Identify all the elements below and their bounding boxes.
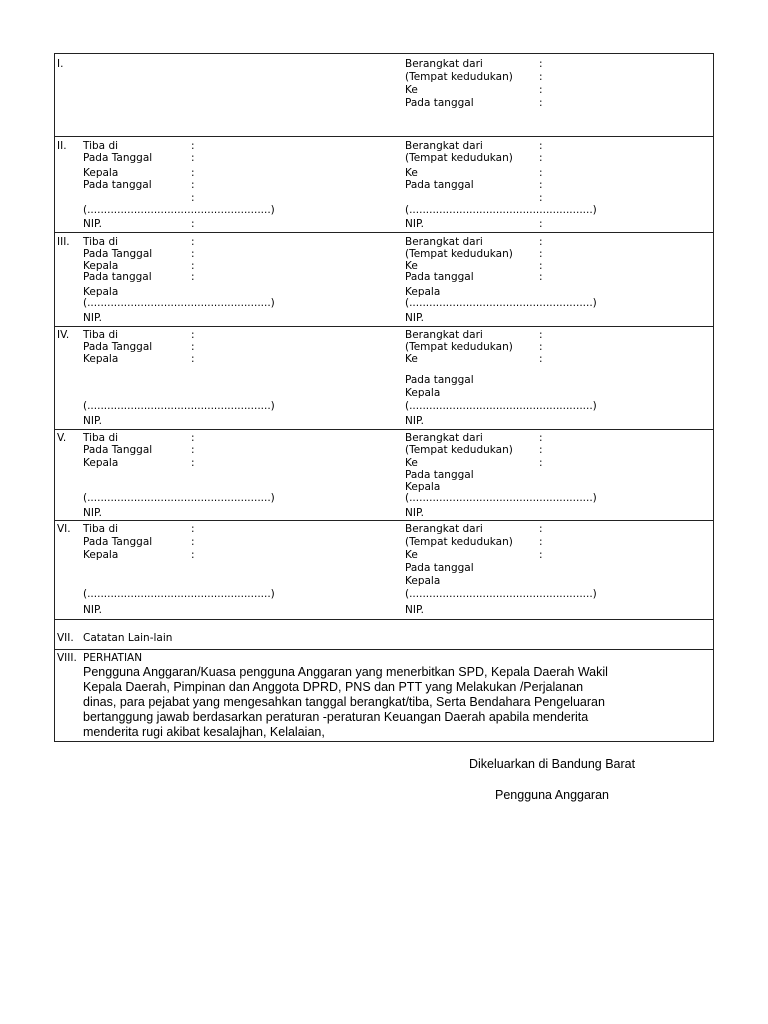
colon: : [191,444,195,456]
colon: : [539,444,543,456]
colon: : [539,536,543,548]
section-1 [55,54,713,137]
notice-line: dinas, para pejabat yang mengesahkan tanggal berangkat/tiba, Serta Bendahara Pengeluaran [83,695,605,709]
colon: : [191,140,195,152]
colon: : [191,271,195,283]
pada-tanggal-label: Pada tanggal [83,271,152,283]
colon: : [539,523,543,535]
tiba-label: Tiba di [83,140,119,152]
travel-form-table [54,53,714,742]
berangkat-label: Berangkat dari [405,329,483,341]
section-number: III. [57,236,70,248]
nip-label: NIP. [405,604,424,616]
colon: : [539,152,543,164]
ke-label: Ke [405,260,418,272]
section-number: II. [57,140,67,152]
pada-tanggal-label: Pada tanggal [405,469,474,481]
colon: : [191,523,195,535]
colon: : [539,71,543,83]
colon: : [539,341,543,353]
nip-label: NIP. [405,218,424,230]
signature-line: (.......................................................) [83,204,275,216]
kepala-label: Kepala [405,575,441,587]
tempat-label: (Tempat kedudukan) [405,152,513,164]
ke-label: Ke [405,84,418,96]
pada-tanggal-label: Pada Tanggal [83,248,153,260]
section-number: V. [57,432,67,444]
colon: : [191,549,195,561]
berangkat-label: Berangkat dari [405,140,483,152]
colon: : [191,432,195,444]
colon: : [539,457,543,469]
nip-label: NIP. [405,507,424,519]
notice-line: menderita rugi akibat kesalajhan, Kelalaian, [83,725,325,739]
colon: : [191,152,195,164]
colon: : [539,58,543,70]
notice-line: Kepala Daerah, Pimpinan dan Anggota DPRD, PNS dan PTT yang Melakukan /Perjalanan [83,680,584,694]
colon: : [539,179,543,191]
kepala-label: Kepala [405,481,441,493]
tiba-label: Tiba di [83,432,119,444]
kepala-label: Kepala [405,286,441,298]
section-number: I. [57,58,64,70]
colon: : [191,236,195,248]
kepala-label: Kepala [405,387,441,399]
section-7 [55,619,713,650]
berangkat-label: Berangkat dari [405,523,483,535]
kepala-label: Kepala [83,286,119,298]
pada-tanggal-label: Pada tanggal [83,179,152,191]
tempat-label: (Tempat kedudukan) [405,248,513,260]
signature-line: (.......................................................) [405,204,597,216]
section-number: VIII. [57,652,77,664]
colon: : [191,248,195,260]
pada-tanggal-label: Pada Tanggal [83,444,153,456]
pada-tanggal-label: Pada tanggal [405,271,474,283]
nip-label: NIP. [405,312,424,324]
colon: : [191,457,195,469]
nip-label: NIP. [83,604,102,616]
section-3 [55,232,713,327]
notice-line: Pengguna Anggaran/Kuasa pengguna Anggaran yang menerbitkan SPD, Kepala Daerah Wakil [83,665,608,679]
perhatian-title: PERHATIAN [83,652,143,664]
pada-tanggal-label: Pada Tanggal [83,536,153,548]
tiba-label: Tiba di [83,329,119,341]
colon: : [539,167,543,179]
berangkat-label: Berangkat dari [405,236,483,248]
section-number: VII. [57,632,74,644]
tempat-label: (Tempat kedudukan) [405,71,513,83]
colon: : [539,84,543,96]
section-5 [55,429,713,521]
pada-tanggal-label: Pada tanggal [405,374,474,386]
tiba-label: Tiba di [83,523,119,535]
colon: : [191,353,195,365]
colon: : [191,329,195,341]
colon: : [539,218,543,230]
colon: : [539,271,543,283]
issued-place: Dikeluarkan di Bandung Barat [469,757,636,771]
signer-role: Pengguna Anggaran [495,788,609,802]
section-4 [55,326,713,430]
colon: : [539,432,543,444]
ke-label: Ke [405,353,418,365]
tiba-label: Tiba di [83,236,119,248]
ke-label: Ke [405,549,418,561]
colon: : [191,167,195,179]
colon: : [539,192,543,204]
kepala-label: Kepala [83,353,119,365]
pada-tanggal-label: Pada tanggal [405,97,474,109]
nip-label: NIP. [405,415,424,427]
colon: : [539,353,543,365]
pada-tanggal-label: Pada tanggal [405,179,474,191]
colon: : [539,236,543,248]
signature-line: (.......................................................) [405,588,597,600]
signature-line: (.......................................................) [83,492,275,504]
colon: : [191,341,195,353]
section-8 [55,649,713,741]
colon: : [539,97,543,109]
signature-line: (.......................................................) [83,588,275,600]
colon: : [539,248,543,260]
pada-tanggal-label: Pada Tanggal [83,152,153,164]
signature-line: (.......................................................) [405,400,597,412]
signature-line: (.......................................................) [83,400,275,412]
colon: : [539,140,543,152]
section-number: IV. [57,329,70,341]
berangkat-label: Berangkat dari [405,432,483,444]
signature-line: (.......................................................) [405,492,597,504]
section-6 [55,520,713,620]
catatan-label: Catatan Lain-lain [83,632,173,644]
kepala-label: Kepala [83,549,119,561]
kepala-label: Kepala [83,167,119,179]
colon: : [539,260,543,272]
section-number: VI. [57,523,71,535]
tempat-label: (Tempat kedudukan) [405,536,513,548]
tempat-label: (Tempat kedudukan) [405,444,513,456]
nip-label: NIP. [83,507,102,519]
nip-label: NIP. [83,312,102,324]
signature-line: (.......................................................) [83,297,275,309]
kepala-label: Kepala [83,457,119,469]
pada-tanggal-label: Pada Tanggal [83,341,153,353]
pada-tanggal-label: Pada tanggal [405,562,474,574]
colon: : [191,536,195,548]
colon: : [539,549,543,561]
colon: : [539,329,543,341]
colon: : [191,192,195,204]
ke-label: Ke [405,167,418,179]
colon: : [191,260,195,272]
nip-label: NIP. [83,415,102,427]
nip-label: NIP. [83,218,102,230]
berangkat-label: Berangkat dari [405,58,483,70]
colon: : [191,218,195,230]
colon: : [191,179,195,191]
ke-label: Ke [405,457,418,469]
kepala-label: Kepala [83,260,119,272]
signature-line: (.......................................................) [405,297,597,309]
tempat-label: (Tempat kedudukan) [405,341,513,353]
section-2 [55,136,713,233]
notice-line: bertanggung jawab berdasarkan peraturan -peraturan Keuangan Daerah apabila menderita [83,710,589,724]
